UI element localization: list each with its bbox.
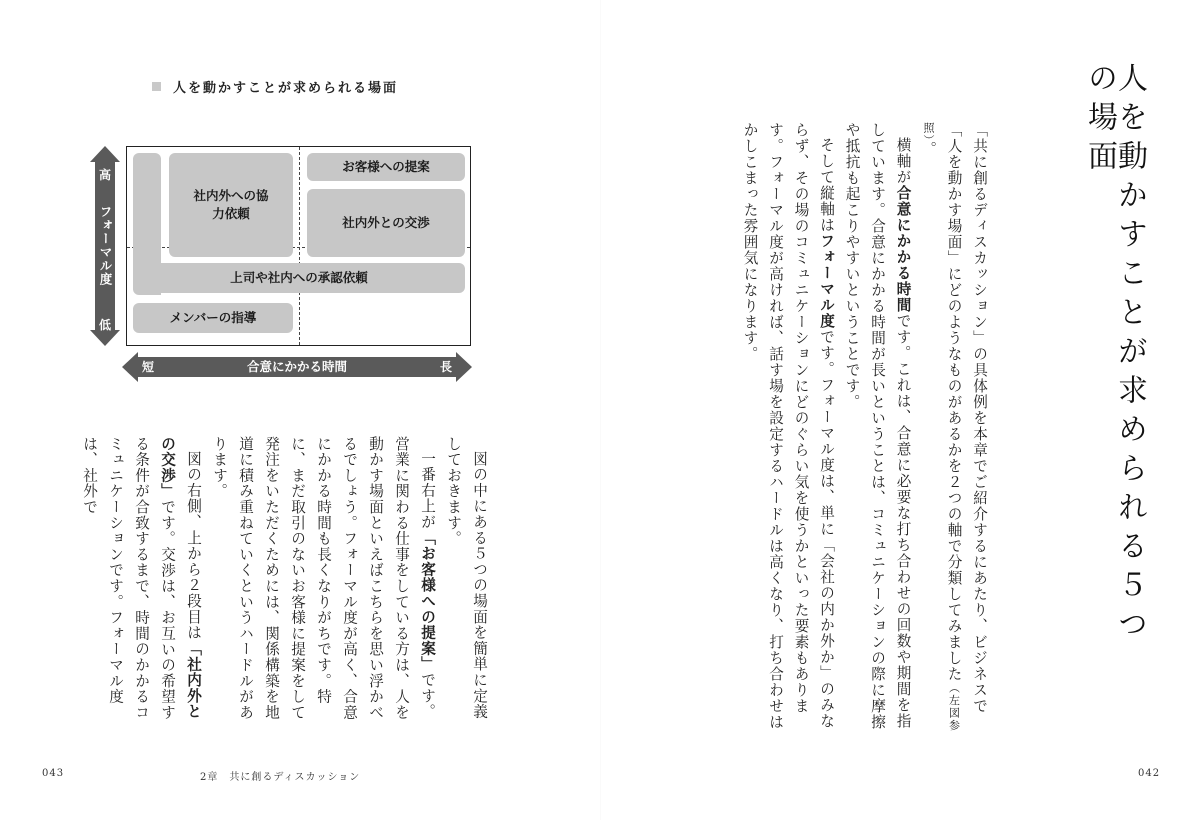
text: 図の右側、上から２段目は xyxy=(185,450,202,641)
cooperation-label: 社内外への協力依頼 xyxy=(193,188,269,221)
right-body-text xyxy=(741,122,992,734)
text: 。 xyxy=(920,141,937,158)
emphasis: 「社内外との交渉」 xyxy=(159,436,202,720)
figure-heading xyxy=(152,77,398,96)
quadrant-frame xyxy=(126,146,471,346)
running-head: 2章 共に創るディスカッション xyxy=(200,772,361,783)
paragraph xyxy=(916,122,993,734)
negotiation-label: 社内外との交渉 xyxy=(342,215,430,230)
square-bullet-icon xyxy=(152,82,161,91)
text: そして縦軸は xyxy=(818,136,835,233)
text: 一番右上が xyxy=(419,450,436,530)
axis-low-label: 低 xyxy=(98,318,111,332)
cooperation-block xyxy=(169,153,293,257)
note: （左図参照） xyxy=(922,122,961,732)
time-axis-arrow xyxy=(122,352,472,382)
proposal-label: お客様への提案 xyxy=(342,159,430,174)
gutter xyxy=(600,0,601,820)
left-body-text xyxy=(72,436,492,726)
axis-short-label: 短 xyxy=(142,360,155,374)
paragraph: 図の中にある５つの場面を簡単に定義しておきます。 xyxy=(445,436,488,720)
text: です。営業に関わる仕事をしている方は、人を動かす場面といえばこちらを思い浮かべるでしょう。フォーマル度が高く、合意にかかる時間も長くなりがちです。特に、まだ取引のないお客様に提案をして発注をいただくためには、関係構築を地道に積み重ねていくというハードルがあります。 xyxy=(211,436,436,721)
axis-time-label: 合意にかかる時間 xyxy=(246,359,347,374)
text: です。これは、合意に必要な打ち合わせの回数や期間を指しています。合意にかかる時間が長いということは、コミュニケーションの際に摩擦や抵抗も起こりやすいということです。 xyxy=(843,122,912,730)
axis-long-label: 長 xyxy=(439,360,452,374)
member-block xyxy=(133,303,293,333)
emphasis: 「お客様への提案」 xyxy=(419,529,436,672)
vertical-divider xyxy=(299,147,300,345)
negotiation-block xyxy=(307,189,465,257)
text: です。フォーマル度は、単に「会社の内か外か」のみならず、その場のコミュニケーションにどのぐらい気を使うかといった要素もあります。フォーマル度が高ければ、話す場を設定するハードルは高くなり、打ち合わせはかしこまった雰囲気になります。 xyxy=(741,122,835,730)
page-number-right: 042 xyxy=(1138,768,1161,779)
figure-heading-text: 人を動かすことが求められる場面 xyxy=(173,81,399,96)
text: 「共に創るディスカッション」の具体例を本章でご紹介するにあたり、ビジネスで「人を動かす場面」にどのようなものがあるかを２つの軸で分類してみました xyxy=(945,122,988,714)
formality-axis-arrow xyxy=(90,146,120,346)
emphasis: フォーマル度 xyxy=(818,232,835,329)
emphasis: 合意にかかる時間 xyxy=(894,184,912,313)
approval-block xyxy=(133,263,465,293)
paragraph xyxy=(839,122,916,734)
page-number-left: 043 xyxy=(42,768,65,779)
paragraph xyxy=(76,436,206,726)
paragraph xyxy=(737,122,839,734)
proposal-block xyxy=(307,153,465,181)
quadrant-diagram xyxy=(86,140,486,390)
text: 横軸が xyxy=(894,136,912,185)
axis-high-label: 高 xyxy=(98,168,111,182)
axis-formality-label: フォーマル度 xyxy=(98,204,113,286)
approval-label: 上司や社内への承認依頼 xyxy=(230,270,368,285)
paragraph xyxy=(206,436,440,726)
member-label: メンバーの指導 xyxy=(169,310,257,325)
chapter-title: 人を動かすことが求められる５つの場面 xyxy=(1082,62,1147,647)
text: です。交渉は、お互いの希望する条件が合致するまで、時間のかかるコミュニケーションです。フォーマル度は、社外で xyxy=(81,436,176,721)
